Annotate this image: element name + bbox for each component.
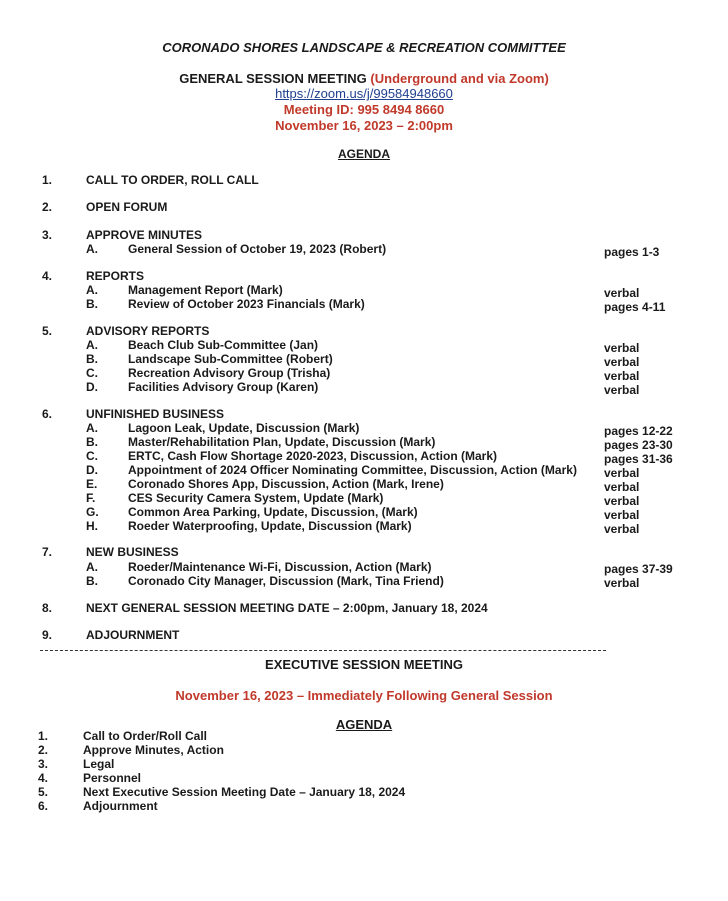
agenda-item: Coronado City Manager, Discussion (Mark, Tina Friend)	[128, 574, 444, 588]
agenda-item: Appointment of 2024 Officer Nominating Committee, Discussion, Action (Mark)	[128, 463, 577, 477]
item-pages: verbal	[604, 369, 640, 383]
item-letter: F.	[86, 491, 96, 505]
item-letter: H.	[86, 519, 98, 533]
item-letter: A.	[86, 338, 98, 352]
executive-item-text: Next Executive Session Meeting Date – January 18, 2024	[83, 785, 406, 799]
section-number: 4.	[42, 269, 53, 283]
item-letter: A.	[86, 242, 98, 256]
section-title: OPEN FORUM	[86, 200, 168, 214]
meeting-date: November 16, 2023 – 2:00pm	[275, 118, 453, 133]
agenda-item: Beach Club Sub-Committee (Jan)	[128, 338, 319, 352]
executive-item-text: Call to Order/Roll Call	[83, 729, 208, 743]
agenda-heading: AGENDA	[337, 147, 390, 161]
executive-item-number: 4.	[38, 771, 49, 785]
executive-item-number: 1.	[38, 729, 49, 743]
item-pages: verbal	[604, 508, 640, 522]
section-number: 3.	[42, 228, 53, 242]
agenda-item: CES Security Camera System, Update (Mark)	[128, 491, 384, 505]
agenda-item: Facilities Advisory Group (Karen)	[128, 380, 319, 394]
committee-title: CORONADO SHORES LANDSCAPE & RECREATION COMMITTEE	[162, 40, 566, 55]
agenda-item: Landscape Sub-Committee (Robert)	[128, 352, 333, 366]
section-title: NEW BUSINESS	[86, 545, 179, 559]
section-title: NEXT GENERAL SESSION MEETING DATE – 2:00pm, January 18, 2024	[86, 601, 488, 615]
section-number: 2.	[42, 200, 53, 214]
item-letter: A.	[86, 560, 98, 574]
item-pages: pages 4-11	[604, 300, 666, 314]
executive-item-text: Approve Minutes, Action	[83, 743, 224, 757]
zoom-link-row	[0, 86, 728, 101]
agenda-item: Master/Rehabilitation Plan, Update, Discussion (Mark)	[128, 435, 436, 449]
item-letter: A.	[86, 421, 98, 435]
section-title: ADVISORY REPORTS	[86, 324, 210, 338]
item-letter: E.	[86, 477, 98, 491]
item-letter: D.	[86, 380, 98, 394]
item-letter: B.	[86, 297, 98, 311]
item-pages: verbal	[604, 522, 640, 536]
section-title: APPROVE MINUTES	[86, 228, 203, 242]
item-pages: verbal	[604, 341, 640, 355]
item-pages: pages 23-30	[604, 438, 673, 452]
item-letter: B.	[86, 435, 98, 449]
agenda-item: Management Report (Mark)	[128, 283, 283, 297]
section-number: 1.	[42, 173, 53, 187]
executive-item-number: 5.	[38, 785, 49, 799]
session-location: (Underground and via Zoom)	[370, 71, 549, 86]
section-title: REPORTS	[86, 269, 145, 283]
item-pages: verbal	[604, 576, 640, 590]
section-number: 8.	[42, 601, 53, 615]
executive-item	[38, 785, 405, 799]
executive-item-text: Legal	[83, 757, 115, 771]
agenda-item: Lagoon Leak, Update, Discussion (Mark)	[128, 421, 360, 435]
executive-item-number: 6.	[38, 799, 49, 813]
item-letter: B.	[86, 574, 98, 588]
executive-item	[38, 799, 158, 813]
section-number: 7.	[42, 545, 53, 559]
executive-item-text: Adjournment	[83, 799, 158, 813]
item-pages: pages 37-39	[604, 562, 673, 576]
session-title: GENERAL SESSION MEETING	[179, 71, 367, 86]
executive-item	[38, 743, 224, 757]
agenda-item: Roeder/Maintenance Wi-Fi, Discussion, Action (Mark)	[128, 560, 432, 574]
executive-title: EXECUTIVE SESSION MEETING	[265, 657, 463, 672]
item-letter: C.	[86, 366, 98, 380]
item-pages: pages 31-36	[604, 452, 673, 466]
item-pages: verbal	[604, 383, 640, 397]
item-pages: pages 12-22	[604, 424, 673, 438]
executive-item-number: 3.	[38, 757, 49, 771]
section-number: 5.	[42, 324, 53, 338]
item-pages: verbal	[604, 286, 640, 300]
item-pages: verbal	[604, 494, 640, 508]
agenda-item: Recreation Advisory Group (Trisha)	[128, 366, 331, 380]
section-number: 6.	[42, 407, 53, 421]
item-pages: verbal	[604, 355, 640, 369]
agenda-item: ERTC, Cash Flow Shortage 2020-2023, Discussion, Action (Mark)	[128, 449, 497, 463]
item-pages: pages 1-3	[604, 245, 660, 259]
item-letter: D.	[86, 463, 98, 477]
section-title: ADJOURNMENT	[86, 628, 180, 642]
executive-item-number: 2.	[38, 743, 49, 757]
agenda-item: General Session of October 19, 2023 (Robert)	[128, 242, 387, 256]
meeting-id: Meeting ID: 995 8494 8660	[283, 102, 445, 117]
item-pages: verbal	[604, 466, 640, 480]
item-letter: G.	[86, 505, 99, 519]
executive-item	[38, 757, 114, 771]
section-number: 9.	[42, 628, 53, 642]
executive-item	[38, 771, 141, 785]
agenda-item: Common Area Parking, Update, Discussion, (Mark)	[128, 505, 418, 519]
zoom-link[interactable]: https://zoom.us/j/99584948660	[275, 86, 453, 101]
agenda-item: Coronado Shores App, Discussion, Action (Mark, Irene)	[128, 477, 444, 491]
agenda-item: Review of October 2023 Financials (Mark)	[128, 297, 365, 311]
item-letter: C.	[86, 449, 98, 463]
section-divider	[40, 650, 606, 651]
section-title: CALL TO ORDER, ROLL CALL	[86, 173, 259, 187]
item-pages: verbal	[604, 480, 640, 494]
executive-agenda-heading: AGENDA	[335, 717, 393, 732]
executive-date: November 16, 2023 – Immediately Following General Session	[175, 688, 553, 703]
session-heading	[0, 71, 728, 86]
item-letter: A.	[86, 283, 98, 297]
executive-item-text: Personnel	[83, 771, 142, 785]
section-title: UNFINISHED BUSINESS	[86, 407, 225, 421]
agenda-item: Roeder Waterproofing, Update, Discussion (Mark)	[128, 519, 412, 533]
item-letter: B.	[86, 352, 98, 366]
executive-item	[38, 729, 207, 743]
